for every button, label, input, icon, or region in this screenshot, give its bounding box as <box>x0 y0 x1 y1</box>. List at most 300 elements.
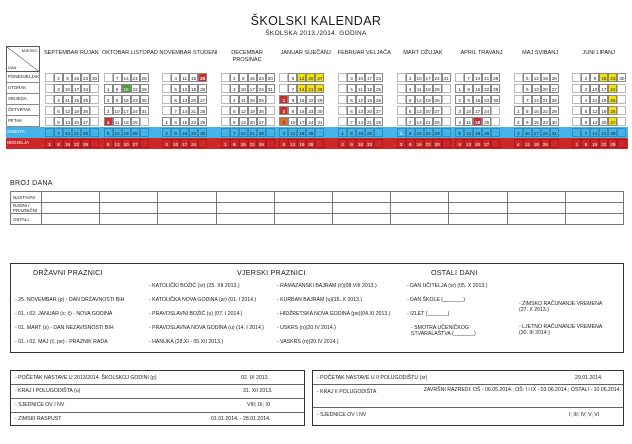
second-term-panel <box>312 370 624 426</box>
day-cell: 4 <box>279 128 288 137</box>
day-cell <box>221 95 230 104</box>
day-cell: 15 <box>180 117 189 126</box>
day-cell <box>455 73 464 82</box>
day-cell: 16 <box>415 139 424 148</box>
day-cell: 21 <box>599 128 608 137</box>
day-cell: 26 <box>482 128 491 137</box>
state-holidays-heading: DRŽAVNI PRAZNICI <box>33 268 103 277</box>
day-cell: 14 <box>415 117 424 126</box>
day-cell: 9 <box>523 117 532 126</box>
day-cell: 2 <box>162 128 171 137</box>
day-cell: 10 <box>356 73 365 82</box>
day-cell: 5 <box>455 128 464 137</box>
day-cell: 27 <box>257 117 266 126</box>
day-cell: 19 <box>473 128 482 137</box>
day-cell: 30 <box>433 139 442 148</box>
day-cell: 12 <box>113 128 122 137</box>
month-name: MAJ SVIBANJ <box>522 50 559 56</box>
day-cell: 17 <box>297 117 306 126</box>
day-cell: 11 <box>63 95 72 104</box>
day-cell: 20 <box>248 117 257 126</box>
day-cell: 11 <box>180 73 189 82</box>
day-cell: 18 <box>72 95 81 104</box>
table-row <box>11 203 624 214</box>
month-name: SEPTEMBAR RUJAN <box>43 50 99 56</box>
day-cell: 11 <box>415 84 424 93</box>
day-cell: 14 <box>356 117 365 126</box>
day-cell: 23 <box>365 139 374 148</box>
day-cell: 21 <box>248 128 257 137</box>
day-cell: 14 <box>532 95 541 104</box>
day-cell: 15 <box>532 106 541 115</box>
day-cell: 20 <box>424 106 433 115</box>
day-cell: 11 <box>113 117 122 126</box>
day-cell: 22 <box>189 117 198 126</box>
day-cell: 15 <box>356 128 365 137</box>
month-name: OKTOBAR LISTOPAD <box>101 50 158 56</box>
day-cell: 3 <box>406 73 415 82</box>
day-label: UTORAK <box>6 83 40 94</box>
day-cell: 17 <box>122 106 131 115</box>
day-cell: 8 <box>230 139 239 148</box>
day-cell: 15 <box>63 139 72 148</box>
day-cell: 21 <box>424 117 433 126</box>
day-cell <box>221 73 230 82</box>
table-row <box>11 214 624 225</box>
other-day: - IZLET (_______) <box>407 311 450 317</box>
day-cell: 7 <box>406 117 415 126</box>
day-cell: 10 <box>63 84 72 93</box>
religious-holiday: - PRAVOSLAVNA NOVA GODINA (u) (14. I 2014.) <box>149 325 265 331</box>
day-cell <box>90 95 99 104</box>
day-cell: 9 <box>288 106 297 115</box>
day-cell: 30 <box>550 117 559 126</box>
day-cell <box>90 117 99 126</box>
term-item-label: - KRAJ I POLUGODIŠTA (u) <box>15 388 81 394</box>
day-cell <box>338 95 347 104</box>
day-cell <box>572 106 581 115</box>
day-cell: 26 <box>550 73 559 82</box>
other-day: - SMOTRA UČENIČKOG STVARALAŠTVA (_______) <box>411 325 476 337</box>
day-cell <box>617 128 626 137</box>
day-cell: 28 <box>433 117 442 126</box>
day-cell: 4 <box>104 117 113 126</box>
month-header <box>218 46 277 72</box>
day-cell: 18 <box>599 95 608 104</box>
day-cell: 30 <box>140 95 149 104</box>
day-cell: 8 <box>581 139 590 148</box>
day-cell: 11 <box>356 84 365 93</box>
day-cell: 5 <box>54 106 63 115</box>
day-cell: 7 <box>347 117 356 126</box>
day-cell: 20 <box>189 95 198 104</box>
state-holiday: - 01. MART (s) - DAN NEZAVISNOSTI BIH <box>15 325 114 331</box>
day-cell <box>140 139 149 148</box>
day-cell: 23 <box>189 128 198 137</box>
day-label: SUBOTA <box>7 129 25 134</box>
day-cell: 14 <box>239 128 248 137</box>
day-cell <box>617 139 626 148</box>
day-cell <box>45 95 54 104</box>
day-cell: 19 <box>599 106 608 115</box>
term-item-value: 01.01.2014. - 28.01.2014. <box>211 416 271 422</box>
term-item-value: VIII; IX; XI <box>247 402 271 408</box>
day-cell: 4 <box>347 84 356 93</box>
day-cell: 29 <box>315 95 324 104</box>
term-item-label: - POČETAK NASTAVE U 2013/2014. ŠKOLSKOJ GODINI (p) <box>15 375 157 381</box>
day-cell <box>45 73 54 82</box>
term-item-value: 02. IX 2013. <box>241 375 269 381</box>
day-cell: 11 <box>464 117 473 126</box>
day-cell: 3 <box>514 128 523 137</box>
day-cell: 10 <box>113 106 122 115</box>
month-header <box>276 46 335 72</box>
day-cell: 20 <box>72 117 81 126</box>
holidays-panel <box>10 263 624 353</box>
day-cell: 6 <box>347 106 356 115</box>
day-cell: 27 <box>131 139 140 148</box>
day-cell: 14 <box>590 128 599 137</box>
day-cell: 13 <box>356 106 365 115</box>
day-cell: 21 <box>189 106 198 115</box>
day-cell: 25 <box>433 84 442 93</box>
day-cell: 12 <box>180 84 189 93</box>
day-cell <box>338 117 347 126</box>
day-label: ČETVRTAK <box>6 105 40 116</box>
day-cell <box>90 128 99 137</box>
day-cell: 22 <box>248 139 257 148</box>
day-cell: 4 <box>54 95 63 104</box>
day-cell: 1 <box>221 139 230 148</box>
day-cell: 6 <box>288 73 297 82</box>
day-cell: 24 <box>541 128 550 137</box>
day-cell: 13 <box>297 73 306 82</box>
day-cell: 9 <box>113 95 122 104</box>
day-cell: 24 <box>433 73 442 82</box>
day-cell <box>617 84 626 93</box>
day-cell: 10 <box>590 84 599 93</box>
day-cell: 17 <box>424 73 433 82</box>
day-cell: 28 <box>257 128 266 137</box>
day-cell: 16 <box>248 73 257 82</box>
day-cell: 24 <box>374 73 383 82</box>
day-cell: 7 <box>464 73 473 82</box>
day-cell: 24 <box>189 139 198 148</box>
month-header <box>42 46 101 72</box>
day-cell: 26 <box>608 106 617 115</box>
day-cell: 17 <box>248 84 257 93</box>
day-cell: 22 <box>306 95 315 104</box>
calendar-corner <box>6 46 40 72</box>
day-cell <box>140 128 149 137</box>
day-cell: 4 <box>171 73 180 82</box>
day-cell <box>442 84 451 93</box>
day-cell: 25 <box>81 95 90 104</box>
religious-holiday: - KURBAN BAJRAM (u)(15. X 2013.) <box>277 297 363 303</box>
day-cell: 13 <box>239 117 248 126</box>
day-cell: 1 <box>162 117 171 126</box>
day-cell: 3 <box>104 106 113 115</box>
day-cell: 14 <box>297 84 306 93</box>
day-cell <box>45 128 54 137</box>
day-cell: 13 <box>415 106 424 115</box>
day-cell <box>266 95 275 104</box>
day-cell: 25 <box>541 139 550 148</box>
day-cell: 19 <box>248 106 257 115</box>
religious-holiday: - VASKRS (n)(20.IV 2014.) <box>277 339 339 345</box>
day-cell <box>162 84 171 93</box>
day-cell: 8 <box>464 84 473 93</box>
day-cell <box>279 73 288 82</box>
day-cell: 30 <box>315 106 324 115</box>
day-cell: 27 <box>550 84 559 93</box>
day-cell: 6 <box>581 117 590 126</box>
day-cell: 31 <box>550 128 559 137</box>
day-cell: 29 <box>491 84 500 93</box>
day-cell: 1 <box>455 84 464 93</box>
day-cell: 11 <box>590 95 599 104</box>
day-cell: 23 <box>608 73 617 82</box>
day-cell: 9 <box>590 73 599 82</box>
day-cell <box>617 106 626 115</box>
day-cell: 16 <box>532 117 541 126</box>
day-cell: 25 <box>374 84 383 93</box>
day-cell: 30 <box>90 73 99 82</box>
day-cell: 24 <box>131 106 140 115</box>
day-cell: 4 <box>581 95 590 104</box>
day-cell: 14 <box>180 106 189 115</box>
day-cell <box>104 73 113 82</box>
day-cell: 21 <box>72 128 81 137</box>
month-header <box>101 46 160 72</box>
other-day: - DAN UČITELJA (sr) (05. X 2013.) <box>407 283 488 289</box>
day-cell <box>266 106 275 115</box>
day-cell: 19 <box>365 95 374 104</box>
day-cell: 12 <box>415 95 424 104</box>
day-cell <box>279 84 288 93</box>
day-cell: 2 <box>279 106 288 115</box>
day-cell <box>338 84 347 93</box>
day-cell: 9 <box>464 95 473 104</box>
day-cell: 2 <box>514 117 523 126</box>
day-cell: 27 <box>374 106 383 115</box>
day-cell <box>491 139 500 148</box>
day-cell: 14 <box>122 73 131 82</box>
day-cell <box>491 117 500 126</box>
month-name: DECEMBAR PROSINAC <box>231 50 263 63</box>
day-cell: 6 <box>406 106 415 115</box>
day-cell: 27 <box>198 95 207 104</box>
day-cell: 12 <box>63 106 72 115</box>
day-cell: 2 <box>230 73 239 82</box>
day-cell: 6 <box>455 139 464 148</box>
day-label: NEDJELJA <box>7 140 29 145</box>
day-label: PONEDJELJAK <box>6 72 40 83</box>
day-cell: 3 <box>230 84 239 93</box>
day-cell: 8 <box>523 106 532 115</box>
day-cell: 5 <box>279 139 288 148</box>
day-cell: 20 <box>122 139 131 148</box>
day-cell: 26 <box>433 95 442 104</box>
day-cell: 7 <box>230 128 239 137</box>
day-cell: 26 <box>374 95 383 104</box>
month-name: NOVEMBAR STUDENI <box>159 50 218 56</box>
month-header <box>452 46 511 72</box>
day-cell: 9 <box>171 128 180 137</box>
day-cell: 3 <box>581 84 590 93</box>
day-cell: 20 <box>306 73 315 82</box>
day-cell <box>572 84 581 93</box>
day-cell: 5 <box>523 73 532 82</box>
day-cell: 29 <box>550 106 559 115</box>
day-cell: 11 <box>523 139 532 148</box>
day-cell: 5 <box>104 128 113 137</box>
day-cell <box>374 128 383 137</box>
day-cell: 11 <box>288 128 297 137</box>
day-cell: 26 <box>198 84 207 93</box>
other-days-heading: OSTALI DANI <box>431 268 478 277</box>
day-cell <box>442 95 451 104</box>
day-cell: 15 <box>473 84 482 93</box>
day-cell: 23 <box>81 73 90 82</box>
day-cell: 18 <box>532 139 541 148</box>
day-cell: 10 <box>288 117 297 126</box>
day-cell: 1 <box>279 95 288 104</box>
day-cell <box>397 106 406 115</box>
day-cell: 31 <box>315 117 324 126</box>
day-cell: 28 <box>374 117 383 126</box>
religious-holiday: - RAMAZANSKI BAJRAM (č)(08.VIII 2013.) <box>277 283 377 289</box>
day-cell <box>221 117 230 126</box>
day-cell <box>442 117 451 126</box>
day-cell: 18 <box>473 117 482 126</box>
day-cell <box>442 139 451 148</box>
day-cell <box>221 106 230 115</box>
day-cell: 31 <box>266 84 275 93</box>
day-cell: 8 <box>347 128 356 137</box>
day-cell: 28 <box>198 106 207 115</box>
day-cell: 22 <box>482 84 491 93</box>
row-label: RADNI / PRAZNIČNI <box>11 203 42 214</box>
month-name: JANUAR SIJEČANJ <box>280 50 331 56</box>
day-cell <box>45 106 54 115</box>
other-day: - DAN ŠKOLE (_______) <box>407 297 465 303</box>
day-cell <box>315 139 324 148</box>
day-cell <box>45 84 54 93</box>
month-name: FEBRUAR VELJAČA <box>337 50 391 56</box>
day-cell: 8 <box>171 117 180 126</box>
day-cell: 22 <box>599 139 608 148</box>
day-cell: 1 <box>45 139 54 148</box>
day-cell <box>338 73 347 82</box>
day-cell: 10 <box>239 84 248 93</box>
day-cell: 12 <box>532 73 541 82</box>
day-cell <box>221 128 230 137</box>
day-cell: 9 <box>239 73 248 82</box>
day-cell: 15 <box>122 84 131 93</box>
day-cell: 28 <box>315 84 324 93</box>
day-cell: 25 <box>482 117 491 126</box>
day-cell: 22 <box>131 84 140 93</box>
term-item-label: - SJEDNICE OV I NV <box>317 412 367 418</box>
day-cell: 26 <box>257 106 266 115</box>
day-cell: 10 <box>171 139 180 148</box>
day-cell: 18 <box>424 84 433 93</box>
day-cell <box>514 73 523 82</box>
day-cell: 23 <box>131 95 140 104</box>
day-cell: 7 <box>54 128 63 137</box>
day-cell: 21 <box>131 73 140 82</box>
day-cell: 29 <box>608 139 617 148</box>
day-cell: 30 <box>617 73 626 82</box>
state-holiday: - 01. i 02. JANUAR (s; č) - NOVA GODINA <box>15 311 113 317</box>
month-name: JUNI LIPANJ <box>582 50 615 56</box>
corner-day-label: DAN <box>8 65 17 70</box>
day-cell: 23 <box>482 95 491 104</box>
day-cell: 8 <box>288 95 297 104</box>
day-cell: 17 <box>180 139 189 148</box>
day-cell <box>514 95 523 104</box>
day-cell: 22 <box>541 106 550 115</box>
day-cell: 3 <box>455 106 464 115</box>
day-cell: 22 <box>365 128 374 137</box>
day-cell: 13 <box>180 95 189 104</box>
day-cell: 9 <box>406 139 415 148</box>
day-cell <box>162 95 171 104</box>
day-cell <box>617 95 626 104</box>
day-cell: 8 <box>406 128 415 137</box>
day-cell: 7 <box>113 73 122 82</box>
day-cell: 29 <box>433 128 442 137</box>
day-cell: 18 <box>189 73 198 82</box>
day-cell: 30 <box>491 95 500 104</box>
day-label: SRIJEDA <box>6 94 40 105</box>
day-cell: 25 <box>131 117 140 126</box>
day-cell: 8 <box>54 139 63 148</box>
row-label: NASTAVNI <box>11 192 42 203</box>
day-cell <box>266 139 275 148</box>
day-cell: 25 <box>257 95 266 104</box>
day-cell: 1 <box>338 128 347 137</box>
day-cell <box>90 84 99 93</box>
day-cell <box>266 128 275 137</box>
day-cell: 17 <box>532 128 541 137</box>
day-cell: 24 <box>257 84 266 93</box>
day-cell: 11 <box>239 95 248 104</box>
month-header <box>511 46 570 72</box>
day-cell: 2 <box>397 139 406 148</box>
day-cell <box>550 139 559 148</box>
day-cell: 26 <box>131 128 140 137</box>
day-cell: 17 <box>599 84 608 93</box>
day-cell: 19 <box>189 84 198 93</box>
day-cell: 12 <box>288 139 297 148</box>
month-header <box>159 46 218 72</box>
day-cell: 2 <box>581 73 590 82</box>
term-item-label: - ZIMSKI RASPUST <box>15 416 62 422</box>
day-cell: 26 <box>306 139 315 148</box>
day-cell: 2 <box>104 95 113 104</box>
day-cell: 6 <box>230 117 239 126</box>
day-cell: 19 <box>122 128 131 137</box>
day-cell <box>162 73 171 82</box>
day-cell <box>572 73 581 82</box>
day-cell: 4 <box>514 139 523 148</box>
day-cell: 12 <box>590 106 599 115</box>
month-name: MART OŽUJAK <box>403 50 443 56</box>
day-cell: 22 <box>72 139 81 148</box>
day-cell: 1 <box>397 128 406 137</box>
